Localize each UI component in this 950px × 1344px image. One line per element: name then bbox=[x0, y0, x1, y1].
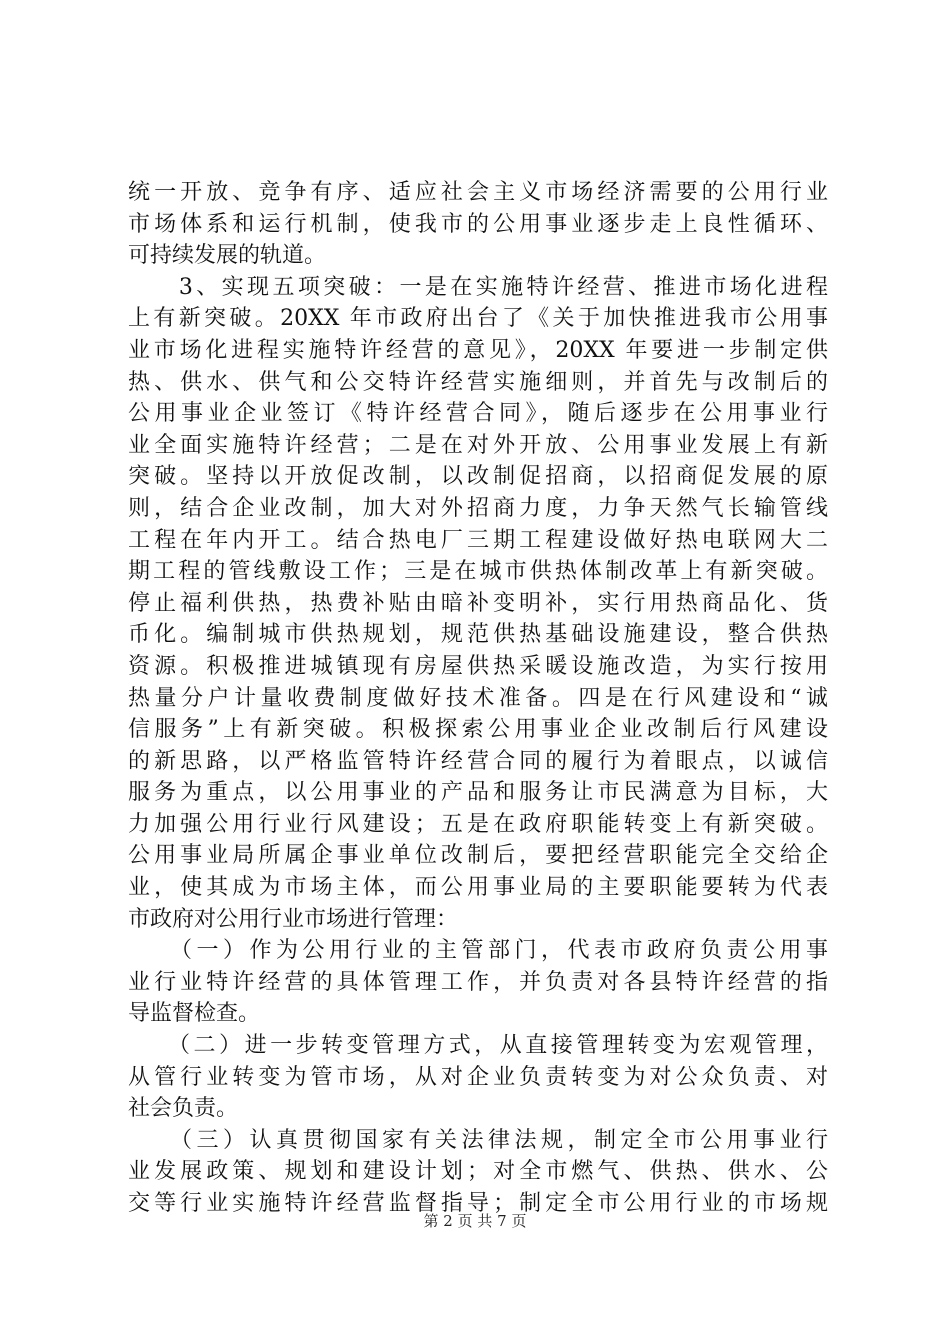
text-line: （二）进一步转变管理方式，从直接管理转变为宏观管理， bbox=[128, 1033, 828, 1059]
text-line: （三）认真贯彻国家有关法律法规，制定全市公用事业行 bbox=[128, 1127, 828, 1153]
text-line: 可持续发展的轨道。 bbox=[128, 243, 327, 269]
text-line: 业全面实施特许经营；二是在对外开放、公用事业发展上有新 bbox=[128, 432, 828, 458]
text-line: 业市场化进程实施特许经营的意见》，20XX 年要进一步制定供 bbox=[128, 337, 828, 363]
text-line: 从管行业转变为管市场，从对企业负责转变为对公众负责、对 bbox=[128, 1064, 828, 1090]
text-line: 市政府对公用行业市场进行管理： bbox=[128, 906, 459, 932]
text-line: 资源。积极推进城镇现有房屋供热采暖设施改造，为实行按用 bbox=[128, 653, 828, 679]
text-line: 服务为重点，以公用事业的产品和服务让市民满意为目标，大 bbox=[128, 780, 828, 806]
body-text bbox=[128, 177, 828, 1220]
text-line: 业发展政策、规划和建设计划；对全市燃气、供热、供水、公 bbox=[128, 1159, 828, 1185]
text-line: 热量分户计量收费制度做好技术准备。四是在行风建设和“诚 bbox=[128, 685, 828, 711]
text-line: 工程在年内开工。结合热电厂三期工程建设做好热电联网大二 bbox=[128, 527, 828, 553]
text-line: 则，结合企业改制，加大对外招商力度，力争天然气长输管线 bbox=[128, 495, 828, 521]
text-line: （一）作为公用行业的主管部门，代表市政府负责公用事 bbox=[128, 938, 828, 964]
text-line: 币化。编制城市供热规划，规范供热基础设施建设，整合供热 bbox=[128, 622, 828, 648]
text-line: 交等行业实施特许经营监督指导；制定全市公用行业的市场规 bbox=[128, 1191, 828, 1216]
text-line: 上有新突破。20XX 年市政府出台了《关于加快推进我市公用事 bbox=[128, 306, 828, 332]
text-line: 导监督检查。 bbox=[128, 1001, 261, 1027]
page-footer: 第 2 页 共 7 页 bbox=[423, 1212, 527, 1230]
text-line: 期工程的管线敷设工作；三是在城市供热体制改革上有新突破。 bbox=[128, 559, 828, 585]
text-line: 信服务”上有新突破。积极探索公用事业企业改制后行风建设 bbox=[128, 717, 828, 743]
text-line: 社会负责。 bbox=[128, 1096, 239, 1122]
text-line: 力加强公用行业行风建设；五是在政府职能转变上有新突破。 bbox=[128, 811, 828, 837]
text-line: 市场体系和运行机制，使我市的公用事业逐步走上良性循环、 bbox=[128, 211, 828, 237]
text-line: 公用事业企业签订《特许经营合同》，随后逐步在公用事业行 bbox=[128, 401, 828, 427]
text-line: 公用事业局所属企事业单位改制后，要把经营职能完全交给企 bbox=[128, 843, 828, 869]
text-line: 业行业特许经营的具体管理工作，并负责对各县特许经营的指 bbox=[128, 969, 828, 995]
text-line: 的新思路，以严格监管特许经营合同的履行为着眼点，以诚信 bbox=[128, 748, 828, 774]
text-line: 业，使其成为市场主体，而公用事业局的主要职能要转为代表 bbox=[128, 875, 828, 901]
text-line: 3、实现五项突破：一是在实施特许经营、推进市场化进程 bbox=[128, 274, 828, 300]
text-line: 突破。坚持以开放促改制，以改制促招商，以招商促发展的原 bbox=[128, 464, 828, 490]
text-line: 热、供水、供气和公交特许经营实施细则，并首先与改制后的 bbox=[128, 369, 828, 395]
text-line: 停止福利供热，热费补贴由暗补变明补，实行用热商品化、货 bbox=[128, 590, 828, 616]
text-line: 统一开放、竞争有序、适应社会主义市场经济需要的公用行业 bbox=[128, 180, 828, 205]
